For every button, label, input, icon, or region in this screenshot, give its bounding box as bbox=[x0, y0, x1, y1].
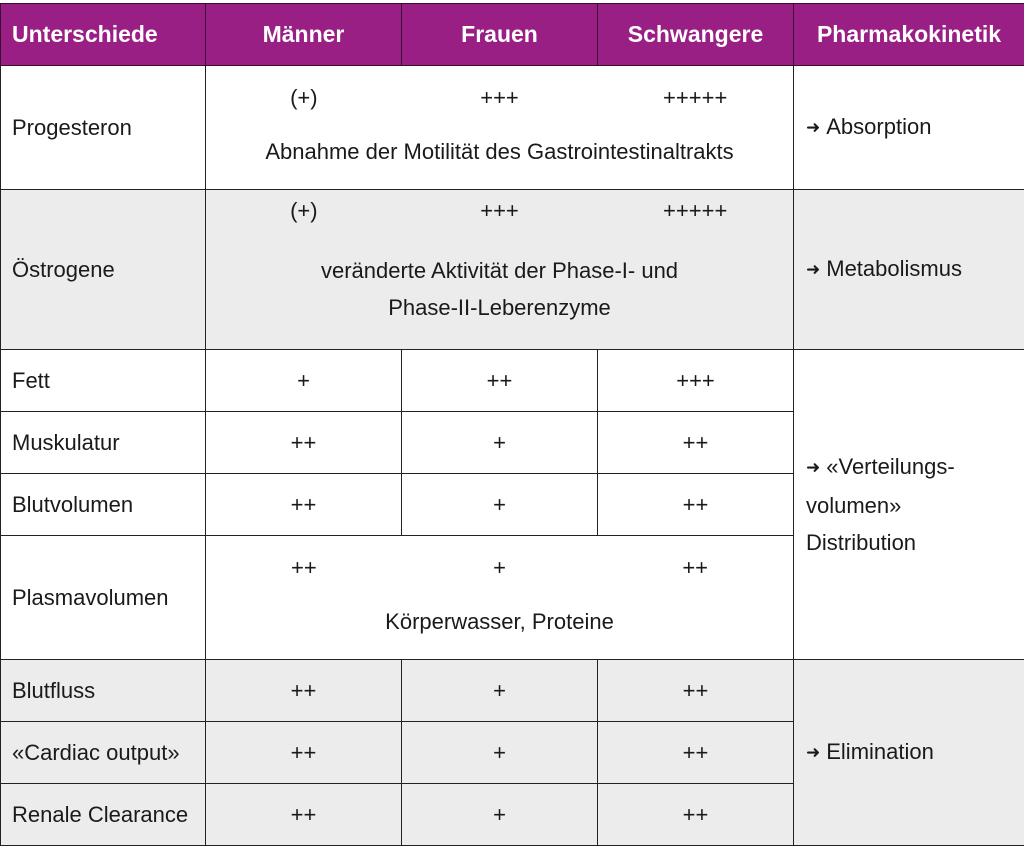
renale-women: + bbox=[402, 784, 598, 846]
oestrogene-note-line1: veränderte Aktivität der Phase-I- und bbox=[320, 257, 679, 283]
cardiac-men: ++ bbox=[206, 722, 402, 784]
cardiac-pregnant: ++ bbox=[598, 722, 794, 784]
row-label-cardiac-output: «Cardiac output» bbox=[1, 722, 206, 784]
row-label-renale-clearance: Renale Clearance bbox=[1, 784, 206, 846]
fett-pregnant: +++ bbox=[598, 350, 794, 412]
blutvolumen-pregnant: ++ bbox=[598, 474, 794, 536]
pk-distribution bbox=[794, 350, 1024, 660]
muskulatur-women: + bbox=[402, 412, 598, 474]
blutvolumen-women: + bbox=[402, 474, 598, 536]
oestrogene-note bbox=[206, 252, 793, 326]
row-fett bbox=[1, 350, 1024, 412]
header-women: Frauen bbox=[402, 4, 598, 66]
plasmavolumen-marks bbox=[206, 555, 793, 581]
oestrogene-women: +++ bbox=[480, 197, 519, 223]
oestrogene-span-cell bbox=[206, 190, 794, 350]
plasmavolumen-pregnant: ++ bbox=[682, 554, 709, 580]
pk-metabolismus-label: Metabolismus bbox=[826, 256, 962, 281]
row-label-progesteron: Progesteron bbox=[1, 66, 206, 190]
muskulatur-pregnant: ++ bbox=[598, 412, 794, 474]
pharmacokinetics-table bbox=[0, 3, 1024, 846]
progesteron-note: Abnahme der Motilität des Gastrointestinaltrakts bbox=[265, 138, 734, 164]
progesteron-men: (+) bbox=[290, 84, 318, 110]
fett-women: ++ bbox=[402, 350, 598, 412]
pk-distribution-line3: Distribution bbox=[806, 530, 917, 555]
renale-pregnant: ++ bbox=[598, 784, 794, 846]
row-label-muskulatur: Muskulatur bbox=[1, 412, 206, 474]
header-pharmacokinetics: Pharmakokinetik bbox=[794, 4, 1024, 66]
pk-elimination bbox=[794, 660, 1024, 846]
row-oestrogene bbox=[1, 190, 1024, 350]
pk-absorption-label: Absorption bbox=[826, 114, 932, 139]
pk-distribution-line2: volumen» bbox=[806, 493, 902, 518]
cardiac-women: + bbox=[402, 722, 598, 784]
row-label-plasmavolumen: Plasmavolumen bbox=[1, 536, 206, 660]
header-pregnant: Schwangere bbox=[598, 4, 794, 66]
arrow-right-icon: ➜ bbox=[806, 743, 821, 762]
progesteron-marks bbox=[206, 85, 793, 111]
blutfluss-pregnant: ++ bbox=[598, 660, 794, 722]
progesteron-pregnant: +++++ bbox=[663, 84, 728, 110]
row-progesteron bbox=[1, 66, 1024, 190]
oestrogene-note-line2: Phase-II-Leberenzyme bbox=[388, 294, 611, 320]
arrow-right-icon: ➜ bbox=[806, 118, 821, 137]
oestrogene-men: (+) bbox=[290, 197, 318, 223]
progesteron-women: +++ bbox=[480, 84, 519, 110]
arrow-right-icon: ➜ bbox=[806, 458, 821, 477]
row-label-oestrogene: Östrogene bbox=[1, 190, 206, 350]
pk-distribution-text1: «Verteilungs- bbox=[826, 454, 955, 479]
row-label-blutfluss: Blutfluss bbox=[1, 660, 206, 722]
pk-elimination-label: Elimination bbox=[826, 739, 934, 764]
plasmavolumen-men: ++ bbox=[290, 554, 317, 580]
plasmavolumen-span-cell bbox=[206, 536, 794, 660]
renale-men: ++ bbox=[206, 784, 402, 846]
fett-men: + bbox=[206, 350, 402, 412]
blutfluss-men: ++ bbox=[206, 660, 402, 722]
row-label-blutvolumen: Blutvolumen bbox=[1, 474, 206, 536]
plasmavolumen-note: Körperwasser, Proteine bbox=[385, 608, 614, 634]
header-differences: Unterschiede bbox=[1, 4, 206, 66]
header-row bbox=[1, 4, 1024, 66]
row-blutfluss bbox=[1, 660, 1024, 722]
row-label-fett: Fett bbox=[1, 350, 206, 412]
plasmavolumen-women: + bbox=[493, 554, 506, 580]
blutfluss-women: + bbox=[402, 660, 598, 722]
pk-absorption bbox=[794, 66, 1024, 190]
pk-metabolismus bbox=[794, 190, 1024, 350]
pk-distribution-line1 bbox=[806, 448, 1024, 487]
oestrogene-pregnant: +++++ bbox=[663, 197, 728, 223]
oestrogene-marks bbox=[206, 198, 793, 224]
blutvolumen-men: ++ bbox=[206, 474, 402, 536]
muskulatur-men: ++ bbox=[206, 412, 402, 474]
progesteron-span-cell bbox=[206, 66, 794, 190]
header-men: Männer bbox=[206, 4, 402, 66]
arrow-right-icon: ➜ bbox=[806, 260, 821, 279]
